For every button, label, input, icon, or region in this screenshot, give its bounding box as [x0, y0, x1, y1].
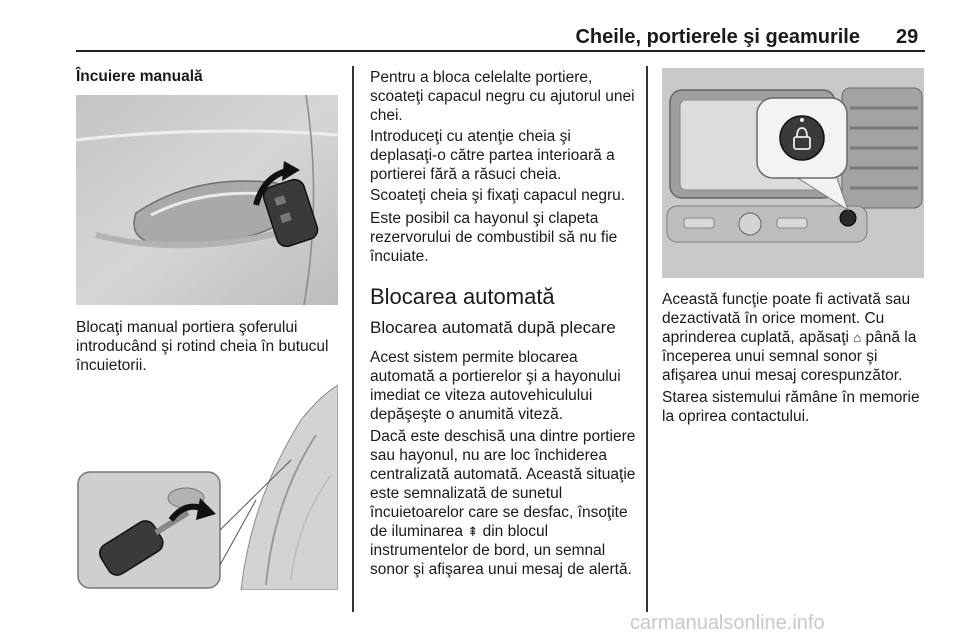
column-divider-2: [646, 66, 648, 612]
p6-text-before: Dacă este deschisă una dintre portiere sau hayonul, nu are loc închiderea centralizată automată. Această situaţie este semnalizată de sunetul încuietoarelor care se desfac, însoţite de iluminarea: [370, 428, 636, 540]
col2-paragraph-5: Acest sistem permite blocarea automată a portierelor şi a hayonului imediat ce viteza autovehiculului depăşeşte o anumită viteză.: [370, 349, 621, 423]
col2-paragraph-6: [370, 427, 640, 579]
lock-warning-icon: ⇞: [467, 524, 479, 539]
manual-lock-heading: Încuiere manuală: [76, 68, 203, 85]
dashboard-lock-button-illustration: [662, 68, 924, 278]
manual-lock-caption: Blocaţi manual portiera şoferului introducând şi rotind cheia în butucul încuietorii.: [76, 319, 329, 374]
col2-paragraph-3: Scoateţi cheia şi fixaţi capacul negru.: [370, 187, 626, 204]
subsection-title: Blocarea automată după plecare: [370, 318, 616, 337]
col2-paragraph-1: Pentru a bloca celelalte portiere, scoateţi capacul negru cu ajutorul unei chei.: [370, 69, 635, 124]
section-title: Blocarea automată: [370, 284, 555, 309]
watermark: carmanualsonline.info: [630, 612, 825, 634]
col3-paragraph-2: Starea sistemului rămâne în memorie la oprirea contactului.: [662, 389, 920, 425]
col2-paragraph-4: Este posibil ca hayonul şi clapeta rezervorului de combustibil să nu fie încuiate.: [370, 210, 618, 265]
column-divider-1: [352, 66, 354, 612]
key-in-lock-inset-illustration: [76, 380, 338, 590]
p6-text-after: din blocul instrumentelor de bord, un semnal sonor şi afişarea unui mesaj de alertă.: [370, 523, 632, 578]
central-lock-icon: ⌂: [853, 330, 862, 345]
col3-p1-text-before: Această funcţie poate fi activată sau dezactivată în orice moment. Cu aprinderea cuplată, apăsaţi: [662, 291, 911, 346]
header-rule: [76, 50, 925, 52]
col2-paragraph-2: Introduceţi cu atenţie cheia şi deplasaţi-o către partea interioară a portierei fără a răsuci cheia.: [370, 128, 615, 183]
col3-paragraph-1: [662, 290, 930, 385]
door-handle-key-illustration: [76, 95, 338, 305]
running-header-title: Cheile, portierele şi geamurile: [575, 26, 860, 48]
page-number: 29: [896, 26, 919, 48]
col3-p1-text-after: până la începerea unui semnal sonor şi afişarea unui mesaj corespunzător.: [662, 329, 917, 384]
